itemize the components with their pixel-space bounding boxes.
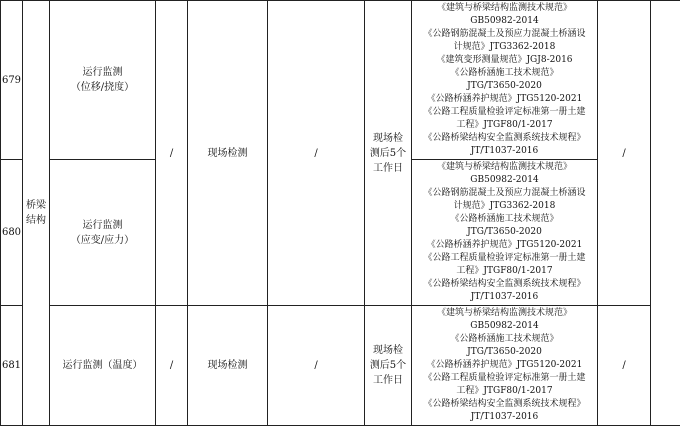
standard-line: 《公路桥梁结构安全监测系统技术规程》: [415, 398, 594, 411]
standard-line: JT/T1037-2016: [415, 145, 594, 158]
standard-line: JT/T1037-2016: [415, 411, 594, 424]
item-cell: 运行监测 （位移/挠度）: [50, 1, 156, 160]
standard-line: JTG/T3650-2020: [415, 80, 594, 93]
standard-line: 《公路桥梁结构安全监测系统技术规程》: [415, 278, 594, 291]
method-cell: 现场检测: [188, 1, 268, 306]
standard-line: JT/T1037-2016: [415, 291, 594, 304]
standard-line: 《公路工程质量检验评定标准第一册土建: [415, 106, 594, 119]
standard-line: 工程》JTGF80/1-2017: [415, 119, 594, 132]
standard-line: 计规范》JTG3362-2018: [415, 41, 594, 54]
standard-line: 《公路桥涵施工技术规范》: [415, 213, 594, 226]
standards-cell: [412, 306, 598, 426]
note-cell: /: [598, 1, 651, 306]
note-cell: /: [598, 306, 651, 426]
method-cell: 现场检测: [188, 306, 268, 426]
slash-cell: /: [156, 1, 188, 306]
standards-cell: [412, 1, 598, 160]
item-cell: 运行监测（温度）: [50, 306, 156, 426]
standard-line: 《公路工程质量检验评定标准第一册土建: [415, 372, 594, 385]
standard-line: 《公路桥涵养护规范》JTG5120-2021: [415, 239, 594, 252]
row-number: 680: [1, 160, 23, 306]
row-number: 679: [1, 1, 23, 160]
standard-line: GB50982-2014: [415, 15, 594, 28]
standard-line: 《公路桥涵施工技术规范》: [415, 67, 594, 80]
standard-line: JTG/T3650-2020: [415, 346, 594, 359]
slash-cell: /: [268, 306, 365, 426]
standard-line: 《公路桥梁结构安全监测系统技术规程》: [415, 132, 594, 145]
standards-cell: [412, 160, 598, 306]
row-number: 681: [1, 306, 23, 426]
standard-line: JTG/T3650-2020: [415, 226, 594, 239]
standard-line: 《公路钢筋混凝土及预应力混凝土桥涵设: [415, 28, 594, 41]
standard-line: 《公路桥涵施工技术规范》: [415, 333, 594, 346]
table-row: [1, 1, 680, 160]
table-row: [1, 306, 680, 426]
turnaround-cell: 现场检 测后5个 工作日: [365, 306, 412, 426]
standard-line: 《公路钢筋混凝土及预应力混凝土桥涵设: [415, 187, 594, 200]
standard-line: 《建筑与桥梁结构监测技术规范》: [415, 161, 594, 174]
standard-line: 《公路桥涵养护规范》JTG5120-2021: [415, 359, 594, 372]
category-cell: 桥梁 结构: [23, 1, 50, 426]
standard-line: 工程》JTGF80/1-2017: [415, 265, 594, 278]
standard-line: GB50982-2014: [415, 320, 594, 333]
item-cell: 运行监测 （应变/应力）: [50, 160, 156, 306]
standard-line: 计规范》JTG3362-2018: [415, 200, 594, 213]
standard-line: 工程》JTGF80/1-2017: [415, 385, 594, 398]
remark-cell: [651, 1, 680, 426]
standard-line: 《建筑与桥梁结构监测技术规范》: [415, 307, 594, 320]
slash-cell: /: [156, 306, 188, 426]
slash-cell: /: [268, 1, 365, 306]
turnaround-cell: 现场检 测后5个 工作日: [365, 1, 412, 306]
standard-line: 《公路工程质量检验评定标准第一册土建: [415, 252, 594, 265]
standard-line: GB50982-2014: [415, 174, 594, 187]
standard-line: 《建筑变形测量规范》JGJ8-2016: [415, 54, 594, 67]
standard-line: 《公路桥涵养护规范》JTG5120-2021: [415, 93, 594, 106]
standard-line: 《建筑与桥梁结构监测技术规范》: [415, 2, 594, 15]
